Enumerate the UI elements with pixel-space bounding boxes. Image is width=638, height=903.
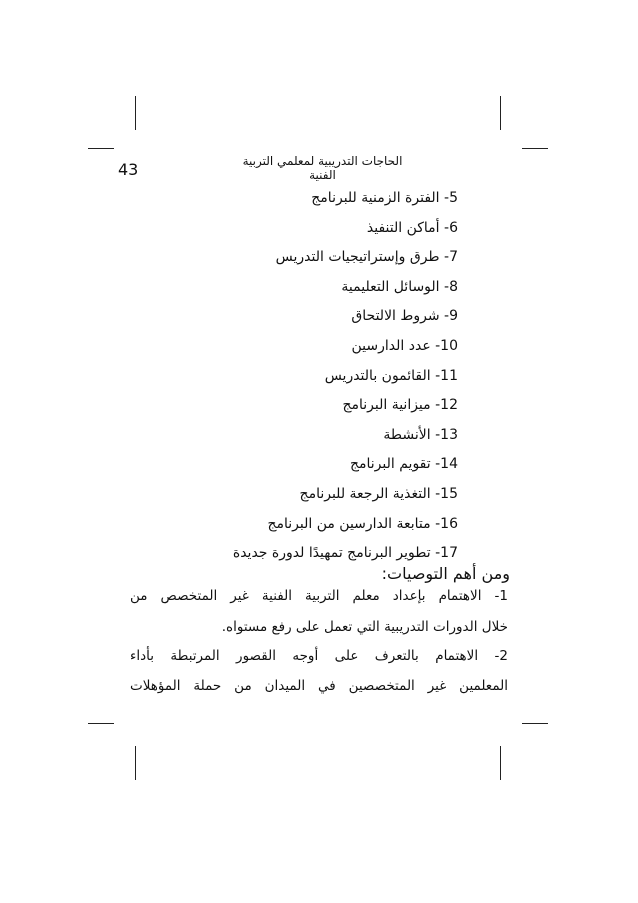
list-item: 14- تقويم البرنامج — [349, 456, 458, 473]
list-item: 11- القائمون بالتدريس — [324, 367, 458, 384]
running-title: الحاجات التدريبية لمعلمي التربية الفنية — [242, 154, 403, 182]
list-item: 17- تطوير البرنامج تمهيدًا لدورة جديدة — [232, 545, 458, 562]
program-elements-list — [233, 184, 458, 569]
list-item: 10- عدد الدارسين — [351, 337, 458, 354]
recommendation-line: المعلمين غير المتخصصين في الميدان من حملة المؤهلات — [130, 678, 508, 694]
crop-mark-top-left-v — [135, 96, 136, 130]
list-item: 5- الفترة الزمنية للبرنامج — [311, 190, 458, 206]
crop-mark-top-right-v — [500, 96, 501, 130]
recommendations-heading: ومن أهم التوصيات: — [381, 564, 510, 583]
list-item: 8- الوسائل التعليمية — [341, 278, 458, 295]
crop-mark-bottom-left-h — [88, 723, 114, 724]
recommendation-line: 2- الاهتمام بالتعرف على أوجه القصور المرتبطة بأداء — [130, 648, 508, 664]
list-item: 9- شروط الالتحاق — [351, 308, 458, 325]
crop-mark-top-right-h — [522, 148, 548, 149]
crop-mark-top-left-h — [88, 148, 114, 149]
page-number: 43 — [118, 160, 139, 179]
list-item: 16- متابعة الدارسين من البرنامج — [267, 515, 458, 532]
list-item: 13- الأنشطة — [383, 426, 458, 443]
recommendation-line: خلال الدورات التدريبية التي تعمل على رفع مستواه. — [221, 619, 508, 635]
list-item: 7- طرق وإستراتيجيات التدريس — [275, 249, 458, 266]
list-item: 12- ميزانية البرنامج — [342, 397, 458, 414]
crop-mark-bottom-right-h — [522, 723, 548, 724]
list-item: 15- التغذية الرجعة للبرنامج — [299, 485, 458, 502]
crop-mark-bottom-right-v — [500, 746, 501, 780]
list-item: 6- أماكن التنفيذ — [366, 219, 458, 236]
crop-mark-bottom-left-v — [135, 746, 136, 780]
recommendation-line: 1- الاهتمام بإعداد معلم التربية الفنية غير المتخصص من — [130, 588, 508, 604]
